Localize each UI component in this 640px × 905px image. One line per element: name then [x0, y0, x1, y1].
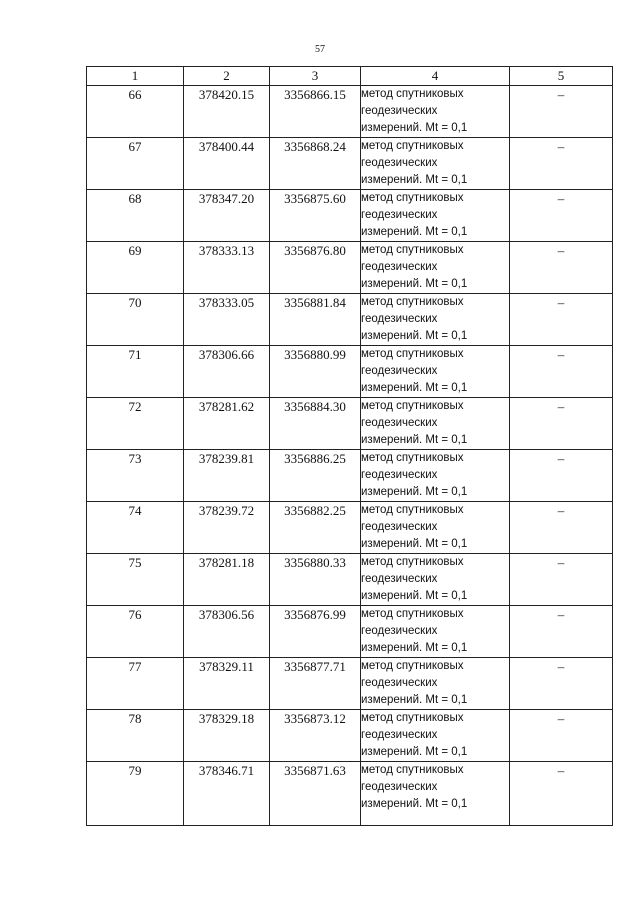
- method-cell: [361, 710, 510, 762]
- method-line-3: измерений. Mt = 0,1: [361, 798, 468, 810]
- column-5-cell: –: [510, 242, 613, 294]
- method-cell: [361, 762, 510, 826]
- column-5-cell: –: [510, 502, 613, 554]
- method-line-3: измерений. Mt = 0,1: [361, 382, 468, 394]
- column-5-cell: –: [510, 86, 613, 138]
- y-coordinate-cell: 3356884.30: [270, 398, 361, 450]
- table-row: [87, 190, 613, 242]
- point-number-cell: 78: [87, 710, 184, 762]
- point-number-cell: 69: [87, 242, 184, 294]
- method-line-1: метод спутниковых: [361, 244, 464, 256]
- method-line-1: метод спутниковых: [361, 764, 464, 776]
- method-line-2: геодезических: [361, 729, 438, 741]
- y-coordinate-cell: 3356877.71: [270, 658, 361, 710]
- column-5-cell: –: [510, 450, 613, 502]
- point-number-cell: 75: [87, 554, 184, 606]
- method-line-3: измерений. Mt = 0,1: [361, 434, 468, 446]
- y-coordinate-cell: 3356880.99: [270, 346, 361, 398]
- x-coordinate-cell: 378281.62: [184, 398, 270, 450]
- table-row: [87, 502, 613, 554]
- point-number-cell: 72: [87, 398, 184, 450]
- column-5-cell: –: [510, 762, 613, 826]
- method-line-3: измерений. Mt = 0,1: [361, 330, 468, 342]
- method-line-1: метод спутниковых: [361, 556, 464, 568]
- x-coordinate-cell: 378306.66: [184, 346, 270, 398]
- method-line-2: геодезических: [361, 625, 438, 637]
- table-row: [87, 658, 613, 710]
- method-line-2: геодезических: [361, 573, 438, 585]
- point-number-cell: 73: [87, 450, 184, 502]
- point-number-cell: 71: [87, 346, 184, 398]
- method-line-2: геодезических: [361, 469, 438, 481]
- table-row: [87, 554, 613, 606]
- method-line-2: геодезических: [361, 157, 438, 169]
- x-coordinate-cell: 378239.72: [184, 502, 270, 554]
- method-cell: [361, 86, 510, 138]
- method-line-2: геодезических: [361, 417, 438, 429]
- x-coordinate-cell: 378329.11: [184, 658, 270, 710]
- point-number-cell: 68: [87, 190, 184, 242]
- method-line-1: метод спутниковых: [361, 400, 464, 412]
- table-header: [87, 67, 613, 86]
- method-line-1: метод спутниковых: [361, 140, 464, 152]
- method-line-1: метод спутниковых: [361, 88, 464, 100]
- column-5-cell: –: [510, 710, 613, 762]
- method-line-1: метод спутниковых: [361, 452, 464, 464]
- y-coordinate-cell: 3356871.63: [270, 762, 361, 826]
- column-5-cell: –: [510, 606, 613, 658]
- y-coordinate-cell: 3356876.80: [270, 242, 361, 294]
- method-cell: [361, 606, 510, 658]
- x-coordinate-cell: 378347.20: [184, 190, 270, 242]
- header-cell-4: 4: [361, 67, 510, 86]
- table-row: [87, 606, 613, 658]
- table-row: [87, 242, 613, 294]
- point-number-cell: 79: [87, 762, 184, 826]
- method-cell: [361, 294, 510, 346]
- y-coordinate-cell: 3356886.25: [270, 450, 361, 502]
- column-5-cell: –: [510, 138, 613, 190]
- method-line-2: геодезических: [361, 521, 438, 533]
- method-line-1: метод спутниковых: [361, 608, 464, 620]
- point-number-cell: 76: [87, 606, 184, 658]
- method-line-3: измерений. Mt = 0,1: [361, 278, 468, 290]
- column-5-cell: –: [510, 658, 613, 710]
- column-5-cell: –: [510, 190, 613, 242]
- table-body: [87, 86, 613, 826]
- method-cell: [361, 138, 510, 190]
- method-cell: [361, 554, 510, 606]
- table-row: [87, 294, 613, 346]
- method-cell: [361, 658, 510, 710]
- y-coordinate-cell: 3356876.99: [270, 606, 361, 658]
- method-line-2: геодезических: [361, 781, 438, 793]
- method-line-3: измерений. Mt = 0,1: [361, 174, 468, 186]
- method-line-1: метод спутниковых: [361, 192, 464, 204]
- method-line-3: измерений. Mt = 0,1: [361, 486, 468, 498]
- header-cell-3: 3: [270, 67, 361, 86]
- method-line-3: измерений. Mt = 0,1: [361, 538, 468, 550]
- table-row: [87, 710, 613, 762]
- method-line-3: измерений. Mt = 0,1: [361, 226, 468, 238]
- header-cell-5: 5: [510, 67, 613, 86]
- point-number-cell: 70: [87, 294, 184, 346]
- coordinates-table: [86, 66, 613, 826]
- table-row: [87, 762, 613, 826]
- x-coordinate-cell: 378239.81: [184, 450, 270, 502]
- x-coordinate-cell: 378346.71: [184, 762, 270, 826]
- y-coordinate-cell: 3356880.33: [270, 554, 361, 606]
- column-5-cell: –: [510, 398, 613, 450]
- x-coordinate-cell: 378400.44: [184, 138, 270, 190]
- method-cell: [361, 242, 510, 294]
- point-number-cell: 74: [87, 502, 184, 554]
- x-coordinate-cell: 378420.15: [184, 86, 270, 138]
- method-cell: [361, 450, 510, 502]
- table-row: [87, 346, 613, 398]
- method-line-3: измерений. Mt = 0,1: [361, 694, 468, 706]
- method-line-1: метод спутниковых: [361, 348, 464, 360]
- y-coordinate-cell: 3356881.84: [270, 294, 361, 346]
- header-cell-2: 2: [184, 67, 270, 86]
- header-row: [87, 67, 613, 86]
- method-cell: [361, 190, 510, 242]
- page-number: 57: [315, 44, 325, 55]
- header-cell-1: 1: [87, 67, 184, 86]
- x-coordinate-cell: 378333.05: [184, 294, 270, 346]
- method-cell: [361, 346, 510, 398]
- table-row: [87, 138, 613, 190]
- x-coordinate-cell: 378329.18: [184, 710, 270, 762]
- point-number-cell: 67: [87, 138, 184, 190]
- y-coordinate-cell: 3356873.12: [270, 710, 361, 762]
- method-line-2: геодезических: [361, 209, 438, 221]
- point-number-cell: 66: [87, 86, 184, 138]
- method-line-2: геодезических: [361, 261, 438, 273]
- y-coordinate-cell: 3356866.15: [270, 86, 361, 138]
- method-cell: [361, 398, 510, 450]
- column-5-cell: –: [510, 554, 613, 606]
- y-coordinate-cell: 3356882.25: [270, 502, 361, 554]
- method-line-1: метод спутниковых: [361, 660, 464, 672]
- y-coordinate-cell: 3356868.24: [270, 138, 361, 190]
- column-5-cell: –: [510, 346, 613, 398]
- x-coordinate-cell: 378306.56: [184, 606, 270, 658]
- method-line-1: метод спутниковых: [361, 712, 464, 724]
- method-line-2: геодезических: [361, 677, 438, 689]
- method-line-3: измерений. Mt = 0,1: [361, 746, 468, 758]
- method-line-2: геодезических: [361, 105, 438, 117]
- method-line-1: метод спутниковых: [361, 296, 464, 308]
- column-5-cell: –: [510, 294, 613, 346]
- point-number-cell: 77: [87, 658, 184, 710]
- method-line-2: геодезических: [361, 313, 438, 325]
- method-line-3: измерений. Mt = 0,1: [361, 122, 468, 134]
- x-coordinate-cell: 378333.13: [184, 242, 270, 294]
- method-line-2: геодезических: [361, 365, 438, 377]
- method-cell: [361, 502, 510, 554]
- table-row: [87, 450, 613, 502]
- table-row: [87, 86, 613, 138]
- y-coordinate-cell: 3356875.60: [270, 190, 361, 242]
- x-coordinate-cell: 378281.18: [184, 554, 270, 606]
- method-line-1: метод спутниковых: [361, 504, 464, 516]
- method-line-3: измерений. Mt = 0,1: [361, 590, 468, 602]
- table-row: [87, 398, 613, 450]
- method-line-3: измерений. Mt = 0,1: [361, 642, 468, 654]
